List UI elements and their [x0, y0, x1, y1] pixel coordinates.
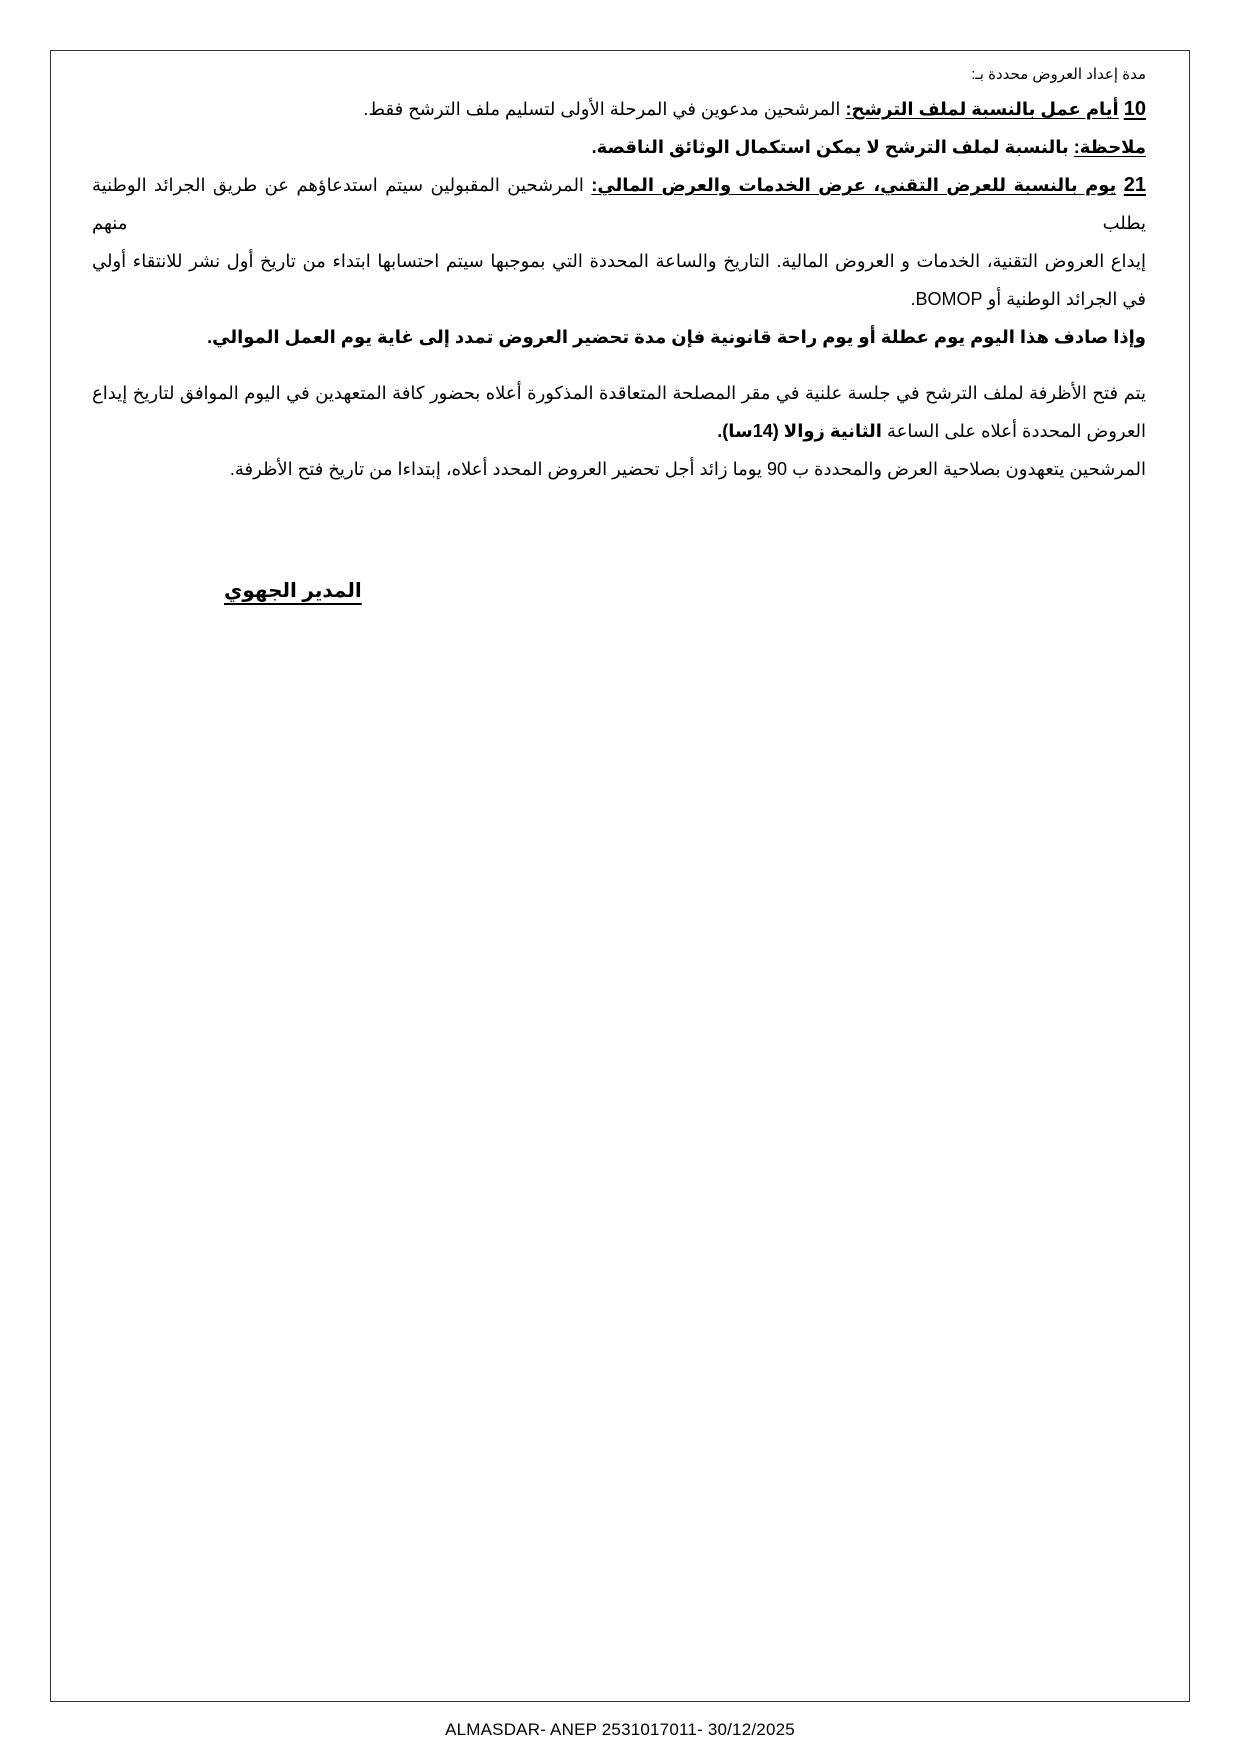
- candidacy-days-number: 10: [1123, 98, 1146, 120]
- offers-deadline-text-1: المرشحين المقبولين سيتم استدعاؤهم عن طريق الجرائد الوطنية يطلب منهم: [92, 175, 1146, 233]
- intro-line: مدة إعداد العروض محددة بـ:: [971, 66, 1146, 83]
- note-text: بالنسبة لملف الترشح لا يمكن استكمال الوثائق الناقصة.: [591, 137, 1069, 157]
- offers-deadline-text-2: إيداع العروض التقنية، الخدمات و العروض المالية. التاريخ والساعة المحددة التي بموجبها سيتم احتسابها ابتداء من تاريخ أول نشر للانتقاء أولي: [92, 251, 1146, 271]
- opening-time: الثانية زوالا (14سا).: [717, 421, 882, 441]
- signature-title: المدير الجهوي: [224, 580, 362, 602]
- offers-deadline-text-3: في الجرائد الوطنية أو BOMOP.: [910, 289, 1146, 309]
- candidacy-deadline-paragraph: [92, 90, 1146, 128]
- offers-deadline-paragraph-line1: [92, 166, 1146, 242]
- holiday-rule: وإذا صادف هذا اليوم يوم عطلة أو يوم راحة قانونية فإن مدة تحضير العروض تمدد إلى غاية يوم العمل الموالي.: [207, 327, 1146, 347]
- footer-reference: ALMASDAR- ANEP 2531017011- 30/12/2025: [445, 1720, 795, 1739]
- candidacy-deadline-text: المرشحين مدعوين في المرحلة الأولى لتسليم ملف الترشح فقط.: [363, 99, 841, 119]
- document-body: [92, 64, 1146, 488]
- note-paragraph: [92, 128, 1146, 166]
- opening-text-2: [92, 412, 1146, 450]
- note-label: ملاحظة:: [1073, 137, 1146, 157]
- offers-days-number: 21: [1123, 174, 1146, 196]
- candidacy-deadline-heading: أيام عمل بالنسبة لملف الترشح:: [845, 99, 1119, 119]
- offers-deadline-heading: يوم بالنسبة للعرض التقني، عرض الخدمات والعرض المالي:: [591, 175, 1117, 195]
- validity-clause: المرشحين يتعهدون بصلاحية العرض والمحددة ب 90 يوما زائد أجل تحضير العروض المحدد أعلاه، إبتداءا من تاريخ فتح الأظرفة.: [229, 459, 1146, 479]
- opening-text-1: يتم فتح الأظرفة لملف الترشح في جلسة علنية في مقر المصلحة المتعاقدة المذكورة أعلاه بحضور كافة المتعهدين في اليوم الموافق لتاريخ إيداع: [92, 383, 1146, 403]
- opening-time-prefix: العروض المحددة أعلاه على الساعة: [887, 421, 1146, 441]
